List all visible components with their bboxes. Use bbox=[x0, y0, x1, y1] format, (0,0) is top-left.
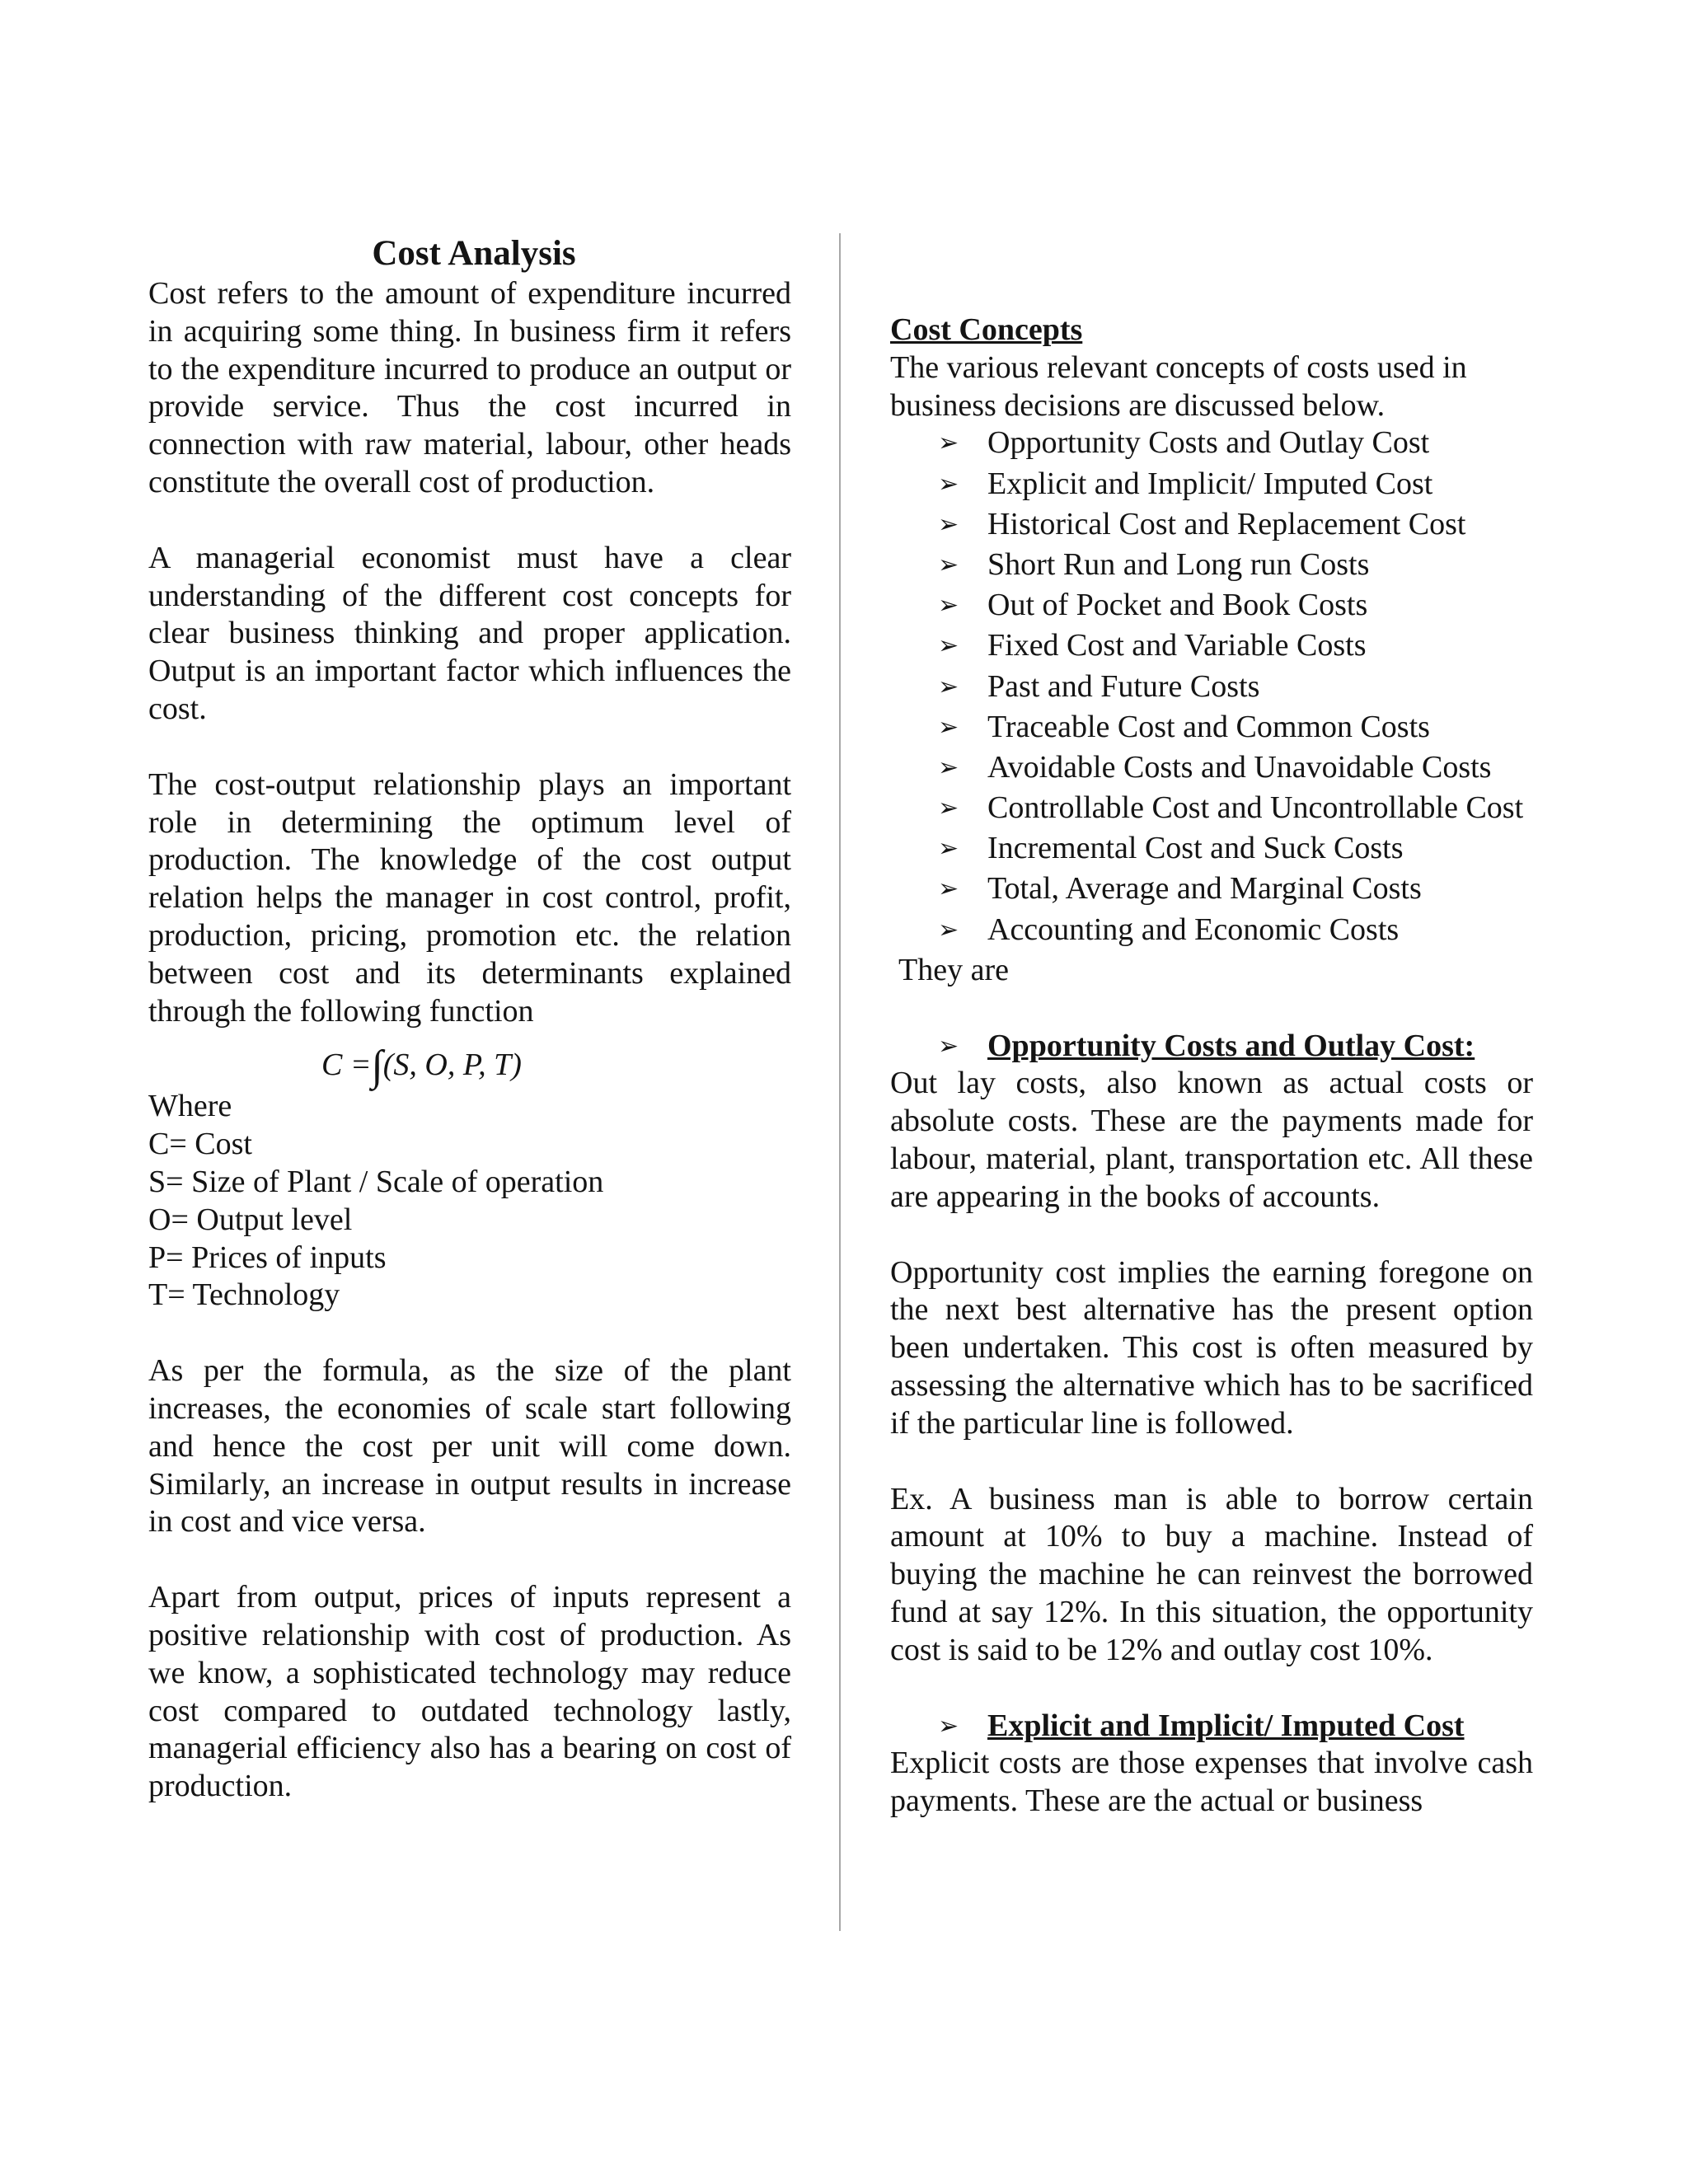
cost-output-paragraph: The cost-output relationship plays an important role in determining the optimum level of production. The knowledge of the cost output relation helps the manager in cost control, profit, production, pricing, promotion etc. the relation between cost and its determinants explained through the following function bbox=[148, 766, 791, 1029]
left-column bbox=[148, 232, 791, 1806]
list-item bbox=[938, 587, 1533, 625]
cost-concepts-heading: Cost Concepts bbox=[890, 312, 1083, 347]
example-paragraph: Ex. A business man is able to borrow certain amount at 10% to buy a machine. Instead of buying the machine he can reinvest the borrowed fund at say 12%. In this situation, the opportunity cost is said to be 12% and outlay cost 10%. bbox=[890, 1481, 1533, 1667]
list-item bbox=[938, 466, 1533, 504]
definition-line: C= Cost bbox=[148, 1127, 252, 1162]
intro-paragraph: Cost refers to the amount of expenditure incurred in acquiring some thing. In business firm it refers to the expenditure incurred to produce an output or provide service. Thus the cost incurred in connection with raw material, labour, other heads constitute the overall cost of production. bbox=[148, 276, 791, 499]
arrow-bullet-icon: ➢ bbox=[938, 429, 959, 458]
list-item-label: Traceable Cost and Common Costs bbox=[987, 709, 1430, 744]
formula-lhs: C bbox=[321, 1047, 343, 1083]
arrow-bullet-icon: ➢ bbox=[938, 591, 959, 621]
list-item bbox=[938, 668, 1533, 706]
arrow-bullet-icon: ➢ bbox=[938, 509, 959, 539]
list-item-label: Controllable Cost and Uncontrollable Cost bbox=[987, 790, 1524, 826]
managerial-economist-paragraph: A managerial economist must have a clear understanding of the different cost concepts for clear business thinking and proper application. Output is an important factor which influences the cost. bbox=[148, 540, 791, 726]
definition-line: T= Technology bbox=[148, 1277, 340, 1313]
list-item-label: Accounting and Economic Costs bbox=[987, 912, 1400, 947]
formula-args: (S, O, P, T) bbox=[382, 1047, 522, 1083]
arrow-bullet-icon: ➢ bbox=[938, 1031, 959, 1061]
list-item bbox=[938, 709, 1533, 747]
list-item bbox=[938, 790, 1533, 827]
formula-equals: = bbox=[349, 1047, 372, 1083]
list-item-label: Explicit and Implicit/ Imputed Cost bbox=[987, 466, 1433, 501]
list-item bbox=[938, 546, 1533, 584]
cost-concepts-intro: The various relevant concepts of costs used in business decisions are discussed below. bbox=[890, 349, 1467, 423]
outlay-costs-paragraph: Out lay costs, also known as actual costs or absolute costs. These are the payments made for labour, material, plant, transportation etc. All these are appearing in the books of accounts. bbox=[890, 1066, 1533, 1214]
subheading-label: Opportunity Costs and Outlay Cost: bbox=[987, 1028, 1475, 1063]
arrow-bullet-icon: ➢ bbox=[938, 794, 959, 823]
definition-line: S= Size of Plant / Scale of operation bbox=[148, 1164, 604, 1199]
list-item bbox=[938, 830, 1533, 868]
arrow-bullet-icon: ➢ bbox=[938, 752, 959, 782]
list-item-label: Fixed Cost and Variable Costs bbox=[987, 628, 1367, 663]
arrow-bullet-icon: ➢ bbox=[938, 1711, 959, 1741]
page-title: Cost Analysis bbox=[372, 234, 576, 273]
list-item bbox=[938, 912, 1533, 949]
arrow-bullet-icon: ➢ bbox=[938, 550, 959, 579]
definition-line: O= Output level bbox=[148, 1202, 353, 1237]
explicit-implicit-heading bbox=[890, 1708, 1533, 1746]
cost-function-formula bbox=[321, 1040, 791, 1090]
list-item-label: Out of Pocket and Book Costs bbox=[987, 588, 1368, 623]
opportunity-cost-paragraph: Opportunity cost implies the earning foregone on the next best alternative has the present option been undertaken. This cost is often measured by assessing the alternative which has to be sacrificed if the particular line is followed. bbox=[890, 1254, 1533, 1441]
list-item-label: Short Run and Long run Costs bbox=[987, 546, 1370, 582]
list-item bbox=[938, 506, 1533, 544]
arrow-bullet-icon: ➢ bbox=[938, 834, 959, 864]
formula-explanation-paragraph: As per the formula, as the size of the plant increases, the economies of scale start following and hence the cost per unit will come down. Similarly, an increase in output results in increase in cost and vice versa. bbox=[148, 1353, 791, 1540]
inputs-technology-paragraph: Apart from output, prices of inputs represent a positive relationship with cost of production. As we know, a sophisticated technology may reduce cost compared to outdated technology lastly, managerial efficiency also has a bearing on cost of production. bbox=[148, 1580, 791, 1804]
list-item bbox=[938, 627, 1533, 665]
arrow-bullet-icon: ➢ bbox=[938, 469, 959, 499]
cost-concepts-list bbox=[890, 424, 1533, 949]
list-item-label: Incremental Cost and Suck Costs bbox=[987, 831, 1404, 866]
column-divider bbox=[839, 233, 841, 1931]
integral-symbol: ∫ bbox=[371, 1043, 383, 1090]
right-column bbox=[890, 232, 1533, 1821]
arrow-bullet-icon: ➢ bbox=[938, 712, 959, 742]
list-item bbox=[938, 870, 1533, 908]
list-item-label: Past and Future Costs bbox=[987, 668, 1260, 704]
list-item-label: Opportunity Costs and Outlay Cost bbox=[987, 425, 1430, 461]
arrow-bullet-icon: ➢ bbox=[938, 915, 959, 944]
list-item-label: Avoidable Costs and Unavoidable Costs bbox=[987, 749, 1492, 785]
list-item-label: Total, Average and Marginal Costs bbox=[987, 871, 1422, 907]
they-are-label: They are bbox=[898, 952, 1009, 987]
variable-definitions bbox=[148, 1126, 791, 1315]
subheading-label: Explicit and Implicit/ Imputed Cost bbox=[987, 1708, 1465, 1743]
list-item bbox=[938, 424, 1533, 462]
explicit-costs-paragraph: Explicit costs are those expenses that involve cash payments. These are the actual or business bbox=[890, 1746, 1533, 1819]
list-item bbox=[938, 749, 1533, 787]
arrow-bullet-icon: ➢ bbox=[938, 631, 959, 661]
arrow-bullet-icon: ➢ bbox=[938, 874, 959, 904]
arrow-bullet-icon: ➢ bbox=[938, 672, 959, 701]
list-item-label: Historical Cost and Replacement Cost bbox=[987, 506, 1466, 541]
opportunity-outlay-heading bbox=[890, 1028, 1533, 1066]
where-label: Where bbox=[148, 1089, 232, 1124]
definition-line: P= Prices of inputs bbox=[148, 1240, 387, 1275]
